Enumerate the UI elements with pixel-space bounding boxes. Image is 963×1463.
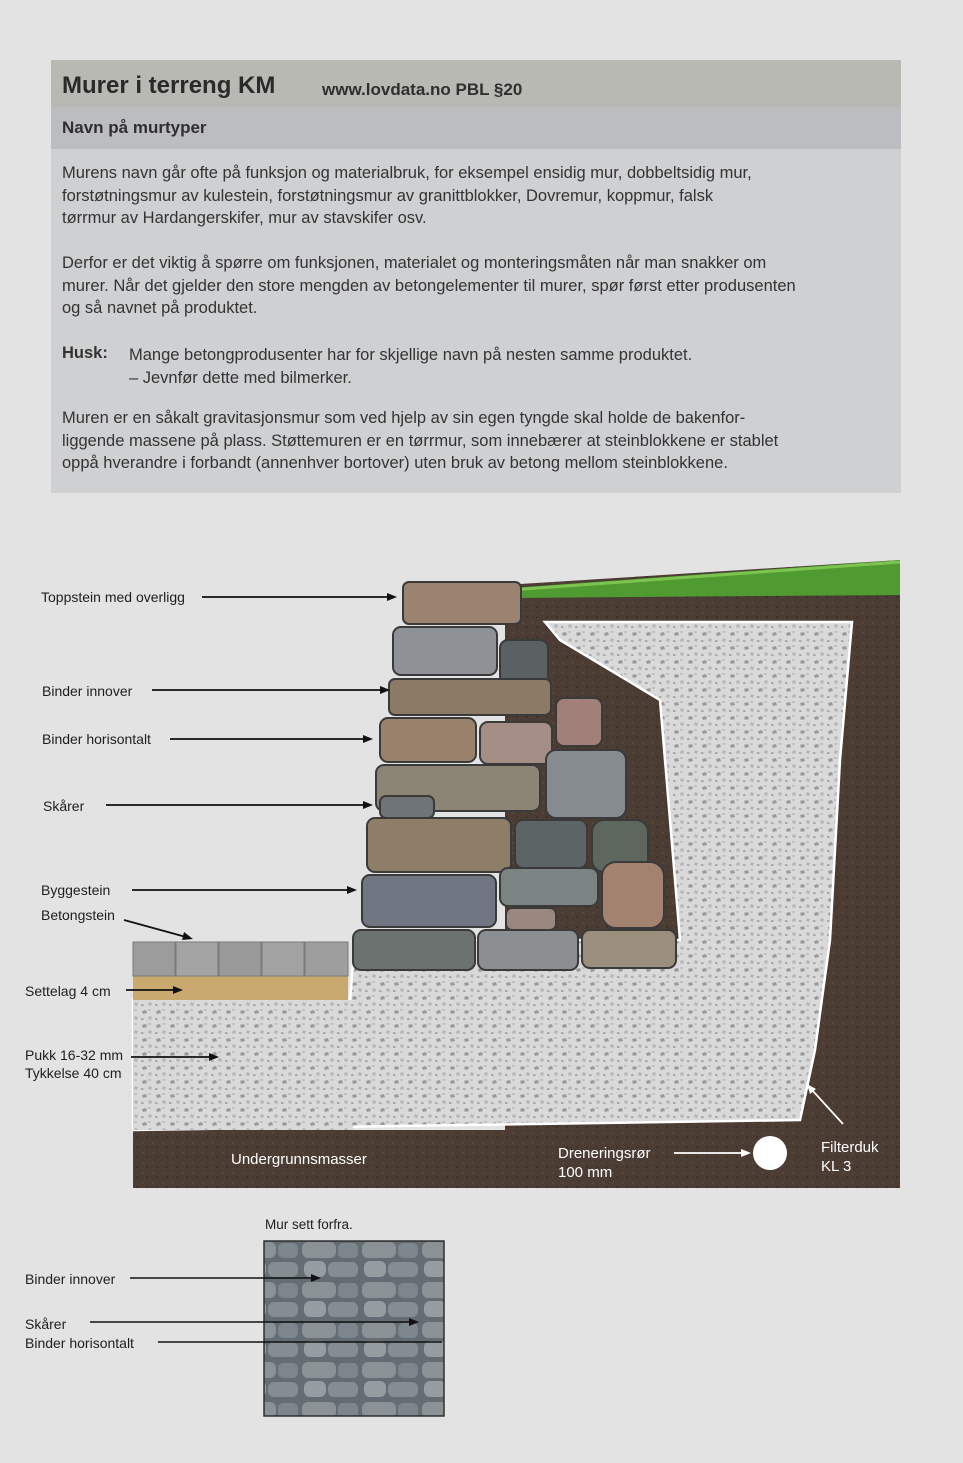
label-byggestein: Byggestein	[41, 882, 111, 898]
inset-label-binder-innover: Binder innover	[25, 1271, 116, 1287]
law-reference: www.lovdata.no PBL §20	[322, 80, 523, 99]
label-binder-horisontalt: Binder horisontalt	[42, 731, 151, 747]
paragraph-1: Murens navn går ofte på funksjon og materialbruk, for eksempel ensidig mur, dobbeltsidig mur, forstøtningsmur av kulestein, forstøtningsmur av granittblokker, Dovremur, koppmur, falsk tørrmur av Hardangerskifer, mur av stavskifer osv.	[62, 164, 752, 227]
arrow-betongstein	[124, 920, 186, 937]
drainage-pipe	[753, 1136, 787, 1170]
inset-label-binder-horisontalt: Binder horisontalt	[25, 1335, 134, 1351]
paragraph-3: Muren er en såkalt gravitasjonsmur som ved hjelp av sin egen tyngde skal holde de bakenfor- liggende massene på plass. Støttemuren er en tørrmur, som innebærer at steinblokkene er stablet oppå hverandre i forbandt (annenhver bortover) uten bruk av betong mellom steinblokkene.	[62, 409, 779, 472]
inset-caption: Mur sett forfra.	[265, 1217, 353, 1232]
label-skarer: Skårer	[43, 798, 85, 814]
label-betongstein: Betongstein	[41, 907, 115, 923]
pukk-base	[133, 1000, 353, 1130]
husk-text: Mange betongprodusenter har for skjellige navn på nesten samme produktet. – Jevnfør dette med bilmerker.	[129, 346, 693, 387]
paragraph-2: Derfor er det viktig å spørre om funksjonen, materialet og monteringsmåten når man snakker om murer. Når det gjelder den store mengden av betongelementer til murer, spør først etter produsenten og så navnet på produktet.	[62, 254, 796, 317]
label-filterduk: Filterduk KL 3	[821, 1139, 879, 1175]
label-toppstein: Toppstein med overligg	[41, 589, 185, 605]
settelag-layer	[133, 976, 348, 1000]
section-subtitle: Navn på murtyper	[62, 118, 207, 137]
label-settelag: Settelag 4 cm	[25, 983, 111, 999]
page-title: Murer i terreng KM	[62, 72, 276, 99]
label-binder-innover: Binder innover	[42, 683, 133, 699]
husk-label: Husk:	[62, 344, 108, 362]
betongstein-row	[133, 942, 348, 976]
label-undergrunn: Undergrunnsmasser	[231, 1151, 367, 1168]
label-pukk: Pukk 16-32 mm Tykkelse 40 cm	[25, 1047, 124, 1081]
inset-label-skarer: Skårer	[25, 1316, 67, 1332]
label-drenering: Dreneringsrør 100 mm	[558, 1145, 651, 1181]
